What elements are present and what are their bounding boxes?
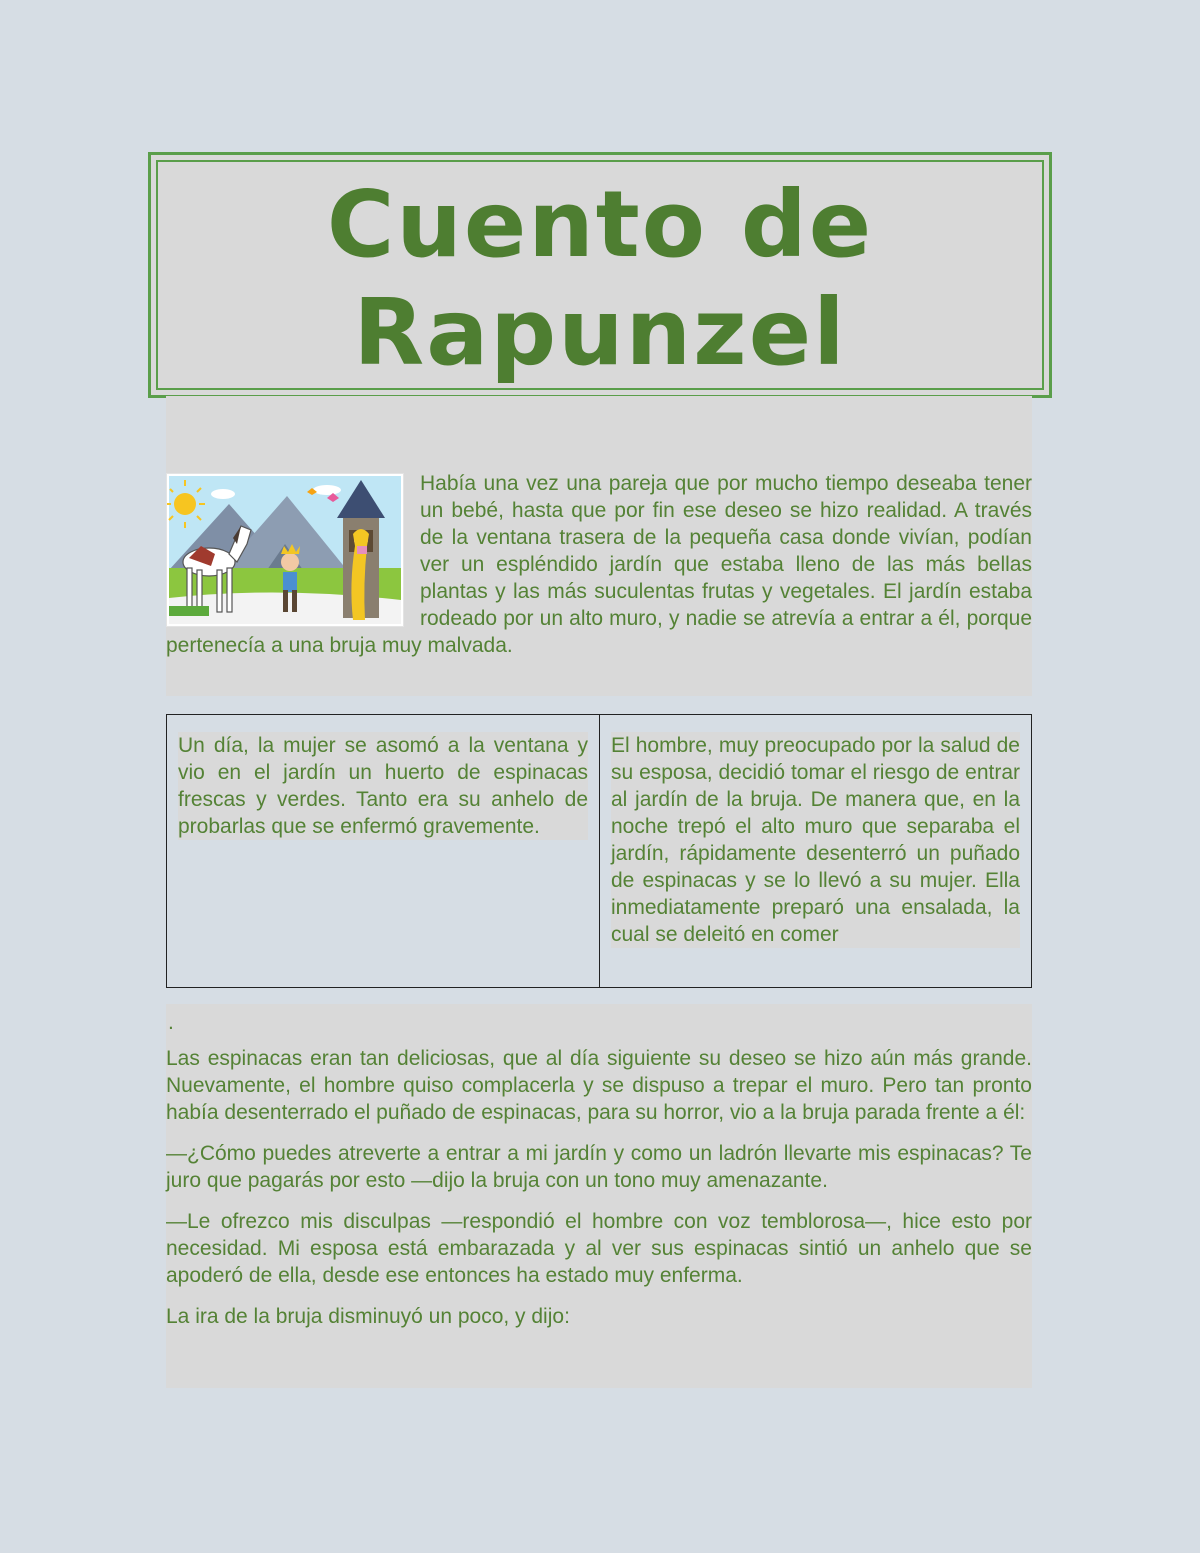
- table-cell-right: [599, 715, 1031, 987]
- table-cell-left-text: Un día, la mujer se asomó a la ventana y vio en el jardín un huerto de espinacas frescas y verdes. Tanto era su anhelo de probarlas que se enfermó gravemente.: [178, 734, 588, 838]
- table-cell-right-text: El hombre, muy preocupado por la salud de su esposa, decidió tomar el riesgo de entrar al jardín de la bruja. De manera que, en la noche trepó el alto muro que separaba el jardín, rápidamente desenterró un puñado de espinacas y se lo llevó a su mujer. Ella inmediatamente preparó una ensalada, la cual se deleitó en comer: [611, 734, 1020, 946]
- story-table: [166, 714, 1032, 988]
- rapunzel-illustration: [166, 473, 404, 627]
- table-cell-left: [167, 715, 599, 987]
- separator-dot: .: [168, 1011, 174, 1034]
- paragraph-5: La ira de la bruja disminuyó un poco, y dijo:: [166, 1305, 570, 1328]
- title-line-2: Rapunzel: [353, 279, 847, 386]
- page-title: [151, 171, 1049, 387]
- title-line-1: Cuento de: [326, 171, 874, 278]
- paragraph-4: —Le ofrezco mis disculpas —respondió el hombre con voz temblorosa—, hice esto por necesidad. Mi esposa está embarazada y al ver sus espinacas sintió un anhelo que se apoderó de ella, desde ese entonces ha estado muy enferma.: [166, 1210, 1032, 1287]
- paragraph-2: Las espinacas eran tan deliciosas, que al día siguiente su deseo se hizo aún más grande. Nuevamente, el hombre quiso complacerla y se dispuso a trepar el muro. Pero tan pronto había desenterrado el puñado de espinacas, para su horror, vio a la bruja parada frente a él:: [166, 1047, 1032, 1124]
- story-continuation: [166, 1045, 1032, 1344]
- paragraph-3: —¿Cómo puedes atreverte a entrar a mi jardín y como un ladrón llevarte mis espinacas? Te juro que pagarás por esto —dijo la bruja con un tono muy amenazante.: [166, 1142, 1032, 1192]
- intro-paragraph: [166, 470, 1032, 659]
- title-box: [148, 152, 1052, 398]
- intro-paragraph-text: Había una vez una pareja que por mucho tiempo deseaba tener un bebé, hasta que por fin ese deseo se hizo realidad. A través de la ventana trasera de la pequeña casa donde vivían, podían ver un espléndido jardín que estaba lleno de las más bellas plantas y las más suculentas frutas y vegetales. El jardín estaba rodeado por un alto muro, y nadie se atrevía a entrar a él, porque pertenecía a una bruja muy malvada.: [166, 472, 1032, 657]
